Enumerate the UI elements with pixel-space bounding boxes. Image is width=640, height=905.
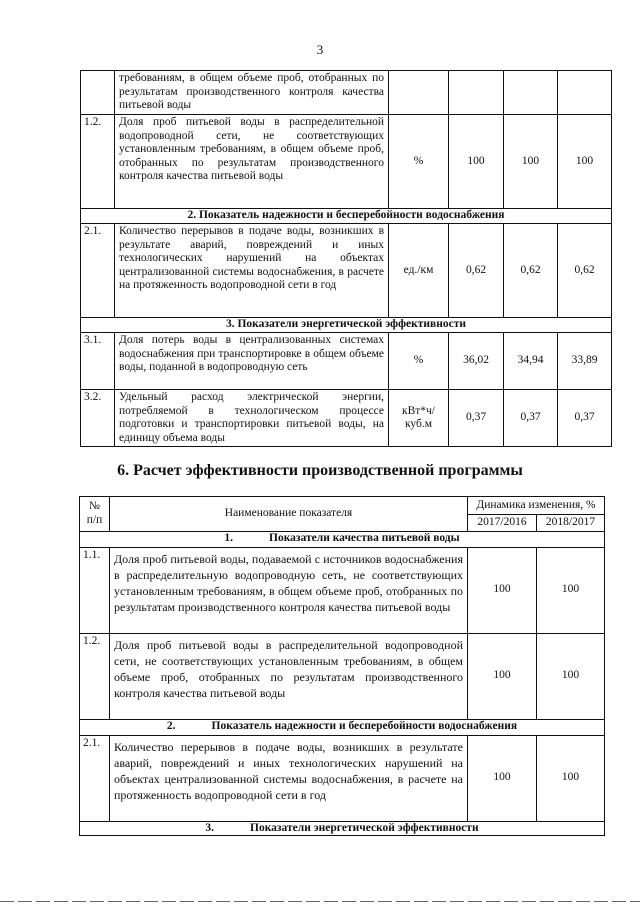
section-number: 2.: [166, 719, 176, 732]
section-row: [81, 318, 612, 333]
indicator-name: Удельный расход электрической энергии, потребляемой в технологическом процессе подготовки и транспортировки питьевой воды, на единицу объема воды: [115, 390, 389, 447]
value-cell: 0,37: [504, 390, 558, 447]
section-number: 3.: [205, 821, 215, 834]
header-col2: 2018/2017: [537, 515, 605, 532]
row-number: 1.2.: [80, 633, 110, 719]
page-number: 3: [316, 42, 324, 57]
value-cell: [449, 71, 504, 115]
row-number: 1.1.: [80, 547, 110, 633]
section-title-text: Показатели энергетической эффективности: [250, 821, 479, 834]
indicator-name: Количество перерывов в подаче воды, возникших в результате аварий, повреждений и иных технологических нарушений на объектах централизованной системы водоснабжения, в расчете на протяженность водопроводной сети в год: [115, 224, 389, 318]
header-dynamics: Динамика изменения, %: [468, 497, 605, 515]
table-row: [81, 390, 612, 447]
value-cell: [558, 71, 612, 115]
value-cell: 0,37: [558, 390, 612, 447]
indicator-name: требованиям, в общем объеме проб, отобранных по результатам производственного контроля качества питьевой воды: [115, 71, 389, 115]
table-row: [81, 333, 612, 390]
table-row: [80, 633, 605, 719]
value-cell: 100: [537, 633, 605, 719]
unit-cell: ед./км: [389, 224, 449, 318]
unit-cell: кВт*ч/ куб.м: [389, 390, 449, 447]
section-row: [80, 719, 605, 735]
table-row: [81, 224, 612, 318]
value-cell: 100: [558, 115, 612, 209]
unit-cell: %: [389, 333, 449, 390]
value-cell: 100: [468, 547, 537, 633]
row-number: [81, 71, 115, 115]
value-cell: 0,37: [449, 390, 504, 447]
section-title-text: Показатели качества питьевой воды: [269, 531, 460, 544]
value-cell: 33,89: [558, 333, 612, 390]
row-number: 3.2.: [81, 390, 115, 447]
section-row: [81, 209, 612, 224]
value-cell: 100: [449, 115, 504, 209]
indicator-name: Доля проб питьевой воды в распределительной водопроводной сети, не соответствующих установленным требованиям, в общем объеме проб, отобранных по результатам производственного контроля качества питьевой воды: [110, 633, 468, 719]
value-cell: 100: [504, 115, 558, 209]
value-cell: 0,62: [449, 224, 504, 318]
value-cell: 36,02: [449, 333, 504, 390]
value-cell: [504, 71, 558, 115]
efficiency-table: [79, 496, 605, 836]
table-row: [81, 71, 612, 115]
section-title: [80, 531, 605, 547]
section-title: 2. Показатель надежности и бесперебойности водоснабжения: [81, 209, 612, 224]
header-col1: 2017/2016: [468, 515, 537, 532]
section-heading: 6. Расчет эффективности производственной программы: [117, 462, 523, 479]
section-row: [80, 531, 605, 547]
section-title: 3. Показатели энергетической эффективности: [81, 318, 612, 333]
table-row: [80, 547, 605, 633]
value-cell: 34,94: [504, 333, 558, 390]
unit-cell: [389, 71, 449, 115]
scan-edge-line: [0, 901, 640, 902]
indicator-name: Доля проб питьевой воды, подаваемой с источников водоснабжения в распределительную водопроводную сеть, не соответствующих установленным требованиям, в общем объеме проб, отобранных по результатам производственного контроля качества питьевой воды: [110, 547, 468, 633]
indicator-name: Доля проб питьевой воды в распределительной водопроводной сети, не соответствующих установленным требованиям, в общем объеме проб, отобранных по результатам производственного контроля качества питьевой воды: [115, 115, 389, 209]
value-cell: 0,62: [558, 224, 612, 318]
section-row: [80, 821, 605, 836]
header-name: Наименование показателя: [110, 497, 468, 532]
section-number: 1.: [224, 531, 234, 544]
section-title: [80, 821, 605, 836]
indicator-name: Доля потерь воды в централизованных системах водоснабжения при транспортировке в общем объеме воды, поданной в водопроводную сеть: [115, 333, 389, 390]
table-row: [80, 735, 605, 821]
row-number: 2.1.: [80, 735, 110, 821]
row-number: 2.1.: [81, 224, 115, 318]
value-cell: 100: [468, 735, 537, 821]
header-num: № п/п: [80, 497, 110, 532]
value-cell: 100: [537, 735, 605, 821]
value-cell: 100: [537, 547, 605, 633]
row-number: 1.2.: [81, 115, 115, 209]
row-number: 3.1.: [81, 333, 115, 390]
value-cell: 100: [468, 633, 537, 719]
section-title-text: Показатель надежности и бесперебойности водоснабжения: [211, 719, 518, 732]
indicators-table: [80, 70, 612, 447]
table-row: [81, 115, 612, 209]
indicator-name: Количество перерывов в подаче воды, возникших в результате аварий, повреждений и иных технологических нарушений на объектах централизованной системы водоснабжения, в расчете на протяженность водопроводной сети в год: [110, 735, 468, 821]
section-title: [80, 719, 605, 735]
unit-cell: %: [389, 115, 449, 209]
value-cell: 0,62: [504, 224, 558, 318]
